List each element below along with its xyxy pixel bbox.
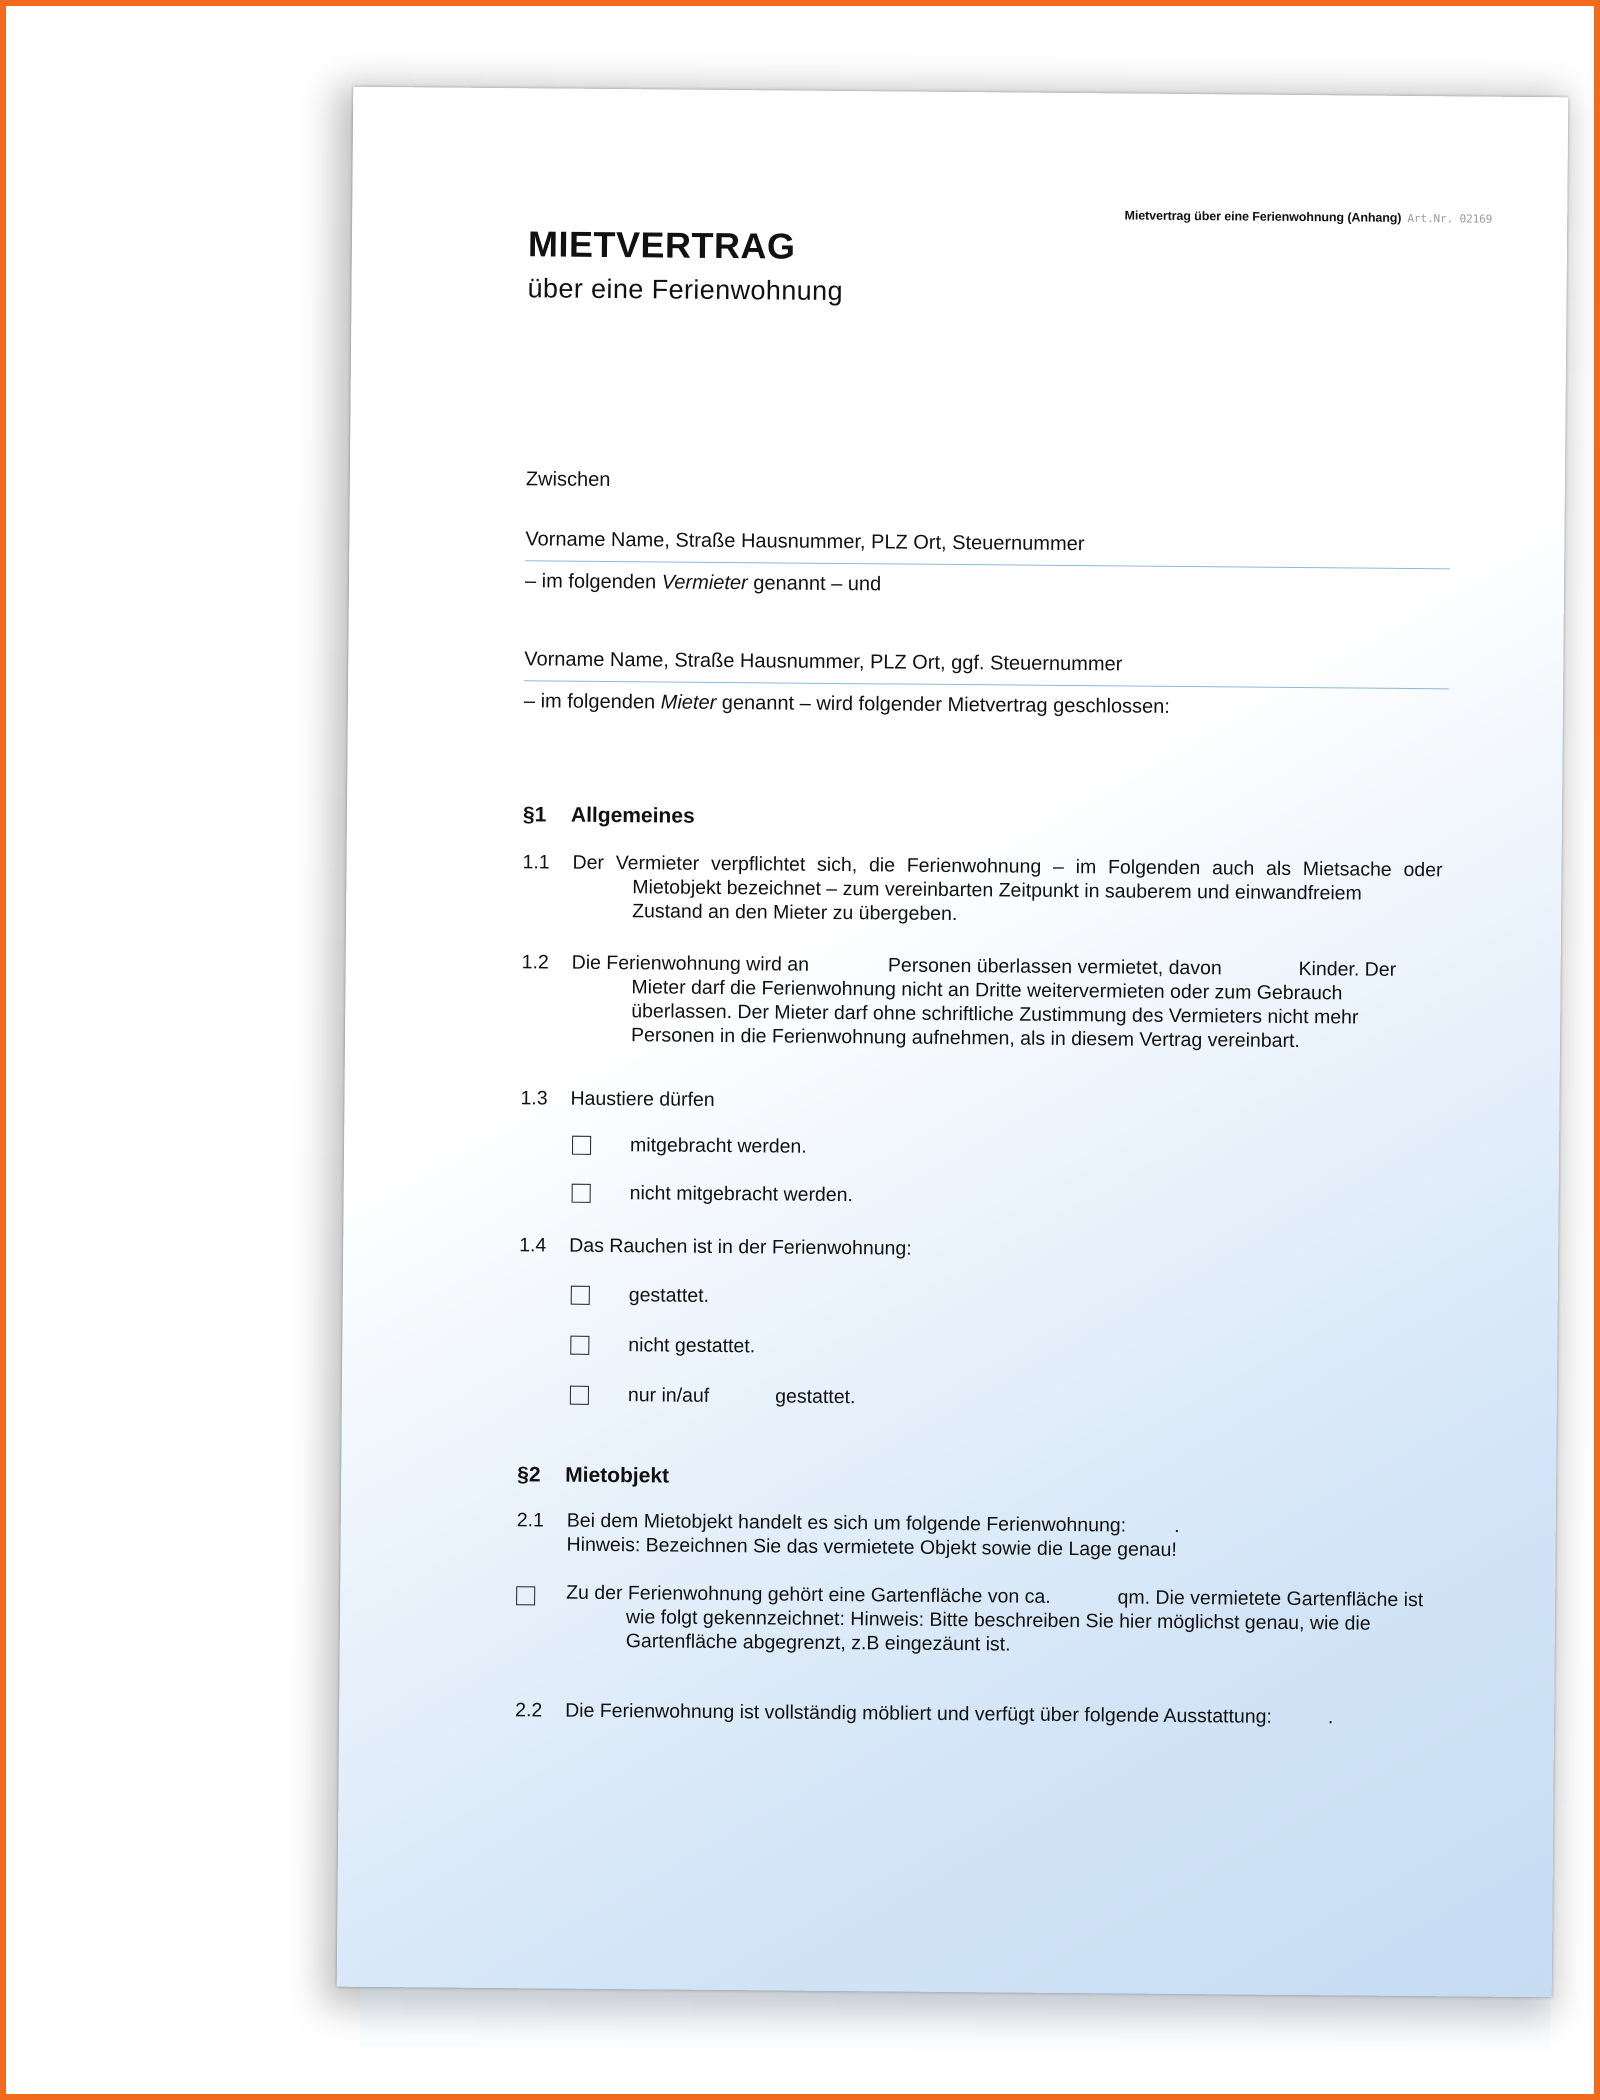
option-label: nicht gestattet. — [628, 1334, 756, 1358]
clause-text: Zustand an den Mieter zu übergeben. — [632, 900, 958, 926]
option-label-end: gestattet. — [775, 1385, 856, 1409]
landlord-field-rule — [525, 560, 1450, 569]
section-1-title: Allgemeines — [570, 803, 695, 828]
clause-garden — [516, 1580, 1437, 1666]
option-label: nicht mitgebracht werden. — [629, 1182, 854, 1207]
option-label — [628, 1384, 856, 1409]
clause-1-3 — [520, 1086, 1440, 1120]
landlord-role-term: Vermieter — [661, 571, 748, 595]
tenant-role-pre: – im folgenden — [523, 690, 661, 714]
clause-1-1 — [522, 850, 1443, 938]
clause-2-2 — [515, 1698, 1435, 1732]
parties-intro: Zwischen — [525, 468, 611, 491]
document-subtitle: über eine Ferienwohnung — [527, 273, 844, 307]
clause-number: 2.1 — [516, 1509, 545, 1532]
section-2-title: Mietobjekt — [565, 1463, 670, 1488]
clause-2-1 — [516, 1508, 1436, 1568]
document-page — [337, 87, 1569, 1998]
checkbox[interactable] — [571, 1286, 590, 1305]
landlord-role-pre: – im folgenden — [524, 570, 662, 594]
tenant-role-term: Mieter — [660, 691, 717, 714]
option-label-start: nur in/auf — [627, 1384, 710, 1407]
clause-text: Kinder. Der — [1298, 958, 1397, 981]
section-1-number: §1 — [522, 803, 547, 827]
section-2-number: §2 — [517, 1463, 541, 1487]
clause-hint: Hinweis: Bezeichnen Sie das vermietete Objekt sowie die Lage genau! — [566, 1533, 1177, 1561]
landlord-role-post: genannt – und — [747, 572, 882, 596]
clause-number: 2.2 — [515, 1699, 543, 1722]
document-title: MIETVERTRAG — [527, 223, 796, 267]
clause-text: Mieter darf die Ferienwohnung nicht an Dritte weitervermieten oder zum Gebrauch — [631, 976, 1343, 1005]
clause-number: 1.3 — [520, 1087, 548, 1110]
clause-text: Die Ferienwohnung ist vollständig möbliert und verfügt über folgende Ausstattung: — [565, 1699, 1272, 1728]
clause-text: Die Ferienwohnung wird an — [571, 951, 810, 976]
clause-text: Zu der Ferienwohnung gehört eine Gartenfläche von ca. — [566, 1581, 1051, 1608]
option-label: gestattet. — [628, 1284, 710, 1307]
persons-count-blank[interactable] — [814, 971, 882, 972]
tenant-role-post: genannt – wird folgender Mietvertrag geschlossen: — [716, 691, 1170, 718]
clause-number: 1.4 — [519, 1234, 547, 1257]
clause-text: qm. Die vermietete Gartenfläche ist — [1117, 1586, 1424, 1612]
clause-1-2 — [521, 950, 1442, 1062]
tenant-field-rule — [524, 680, 1449, 689]
clause-1-4 — [519, 1233, 1439, 1267]
clause-text: Der Vermieter verpflichtet sich, die Ferienwohnung – im Folgenden auch als Mietsache oder — [572, 851, 1443, 882]
clause-text: Bei dem Mietobjekt handelt es sich um folgende Ferienwohnung: — [566, 1509, 1127, 1537]
tenant-role — [524, 690, 1170, 719]
clause-text: Haustiere dürfen — [570, 1087, 715, 1111]
clause-text: Mietobjekt bezeichnet – zum vereinbarten Zeitpunkt in sauberem und einwandfreiem — [632, 876, 1362, 905]
tenant-field[interactable]: Vorname Name, Straße Hausnummer, PLZ Ort, ggf. Steuernummer — [524, 648, 1123, 676]
clause-number: 1.2 — [521, 951, 549, 974]
clause-text: wie folgt gekennzeichnet: Hinweis: Bitte beschreiben Sie hier möglichst genau, wie die — [625, 1606, 1371, 1635]
clause-text: Gartenfläche abgegrenzt, z.B eingezäunt ist. — [625, 1630, 1011, 1656]
clause-text: Das Rauchen ist in der Ferienwohnung: — [569, 1234, 912, 1260]
document-header-reference — [1124, 208, 1492, 225]
clause-number: 1.1 — [522, 851, 550, 874]
checkbox[interactable] — [570, 1386, 589, 1405]
landlord-field[interactable]: Vorname Name, Straße Hausnummer, PLZ Ort, Steuernummer — [525, 528, 1085, 556]
checkbox[interactable] — [572, 1184, 591, 1203]
clause-text: . — [1327, 1706, 1334, 1729]
section-2-heading — [517, 1463, 669, 1488]
garden-checkbox[interactable] — [516, 1586, 535, 1605]
checkbox[interactable] — [572, 1136, 591, 1155]
header-art-nr: Art.Nr. 02169 — [1407, 211, 1493, 226]
clause-text: überlassen. Der Mieter darf ohne schriftliche Zustimmung des Vermieters nicht mehr — [631, 1000, 1359, 1029]
children-count-blank[interactable] — [1227, 974, 1293, 975]
landlord-role — [525, 570, 881, 596]
header-doc-ref: Mietvertrag über eine Ferienwohnung (Anhang) — [1124, 208, 1402, 225]
checkbox[interactable] — [570, 1336, 589, 1355]
clause-text: Personen in die Ferienwohnung aufnehmen, als in diesem Vertrag vereinbart. — [630, 1024, 1300, 1053]
clause-text: Personen überlassen vermietet, davon — [887, 954, 1222, 980]
option-label: mitgebracht werden. — [629, 1134, 807, 1158]
section-1-heading — [523, 803, 695, 828]
clause-text: . — [1174, 1514, 1180, 1537]
